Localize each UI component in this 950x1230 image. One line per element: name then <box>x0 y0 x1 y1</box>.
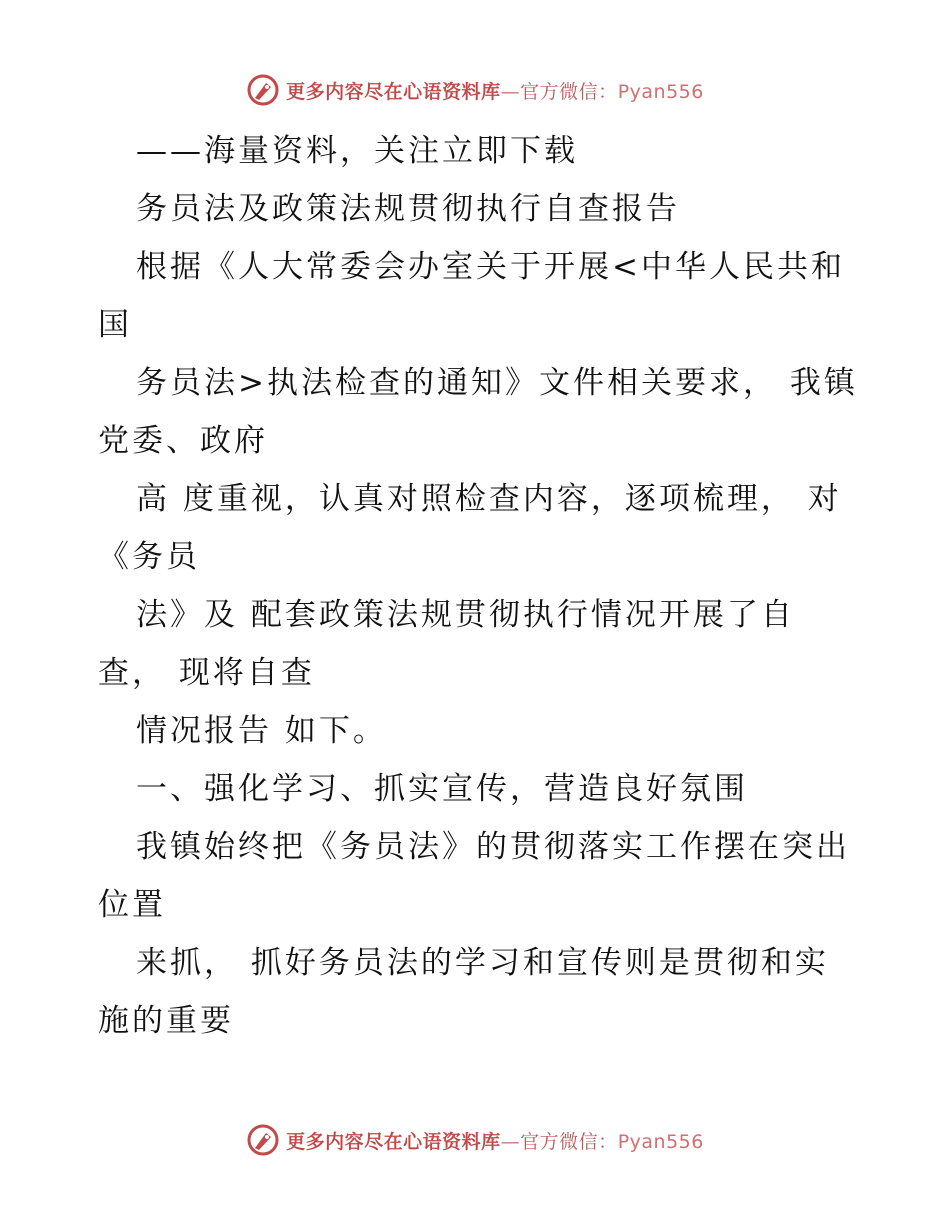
header-watermark <box>0 70 950 110</box>
watermark-site-name: 更多内容尽在心语资料库 <box>286 1130 501 1153</box>
footer-watermark <box>0 1120 950 1160</box>
watermark-text <box>286 1127 704 1154</box>
body-line: 施的重要 <box>98 1003 234 1039</box>
body-line: ——海量资料，关注立即下载 <box>136 133 578 169</box>
body-line: 根据《人大常委会办室关于开展<中华人民共和 <box>136 249 845 285</box>
watermark-dash: — <box>500 1130 521 1153</box>
document-body <box>98 122 858 1050</box>
body-line: 来抓， 抓好务员法的学习和宣传则是贯彻和实 <box>136 945 829 981</box>
watermark-site-name: 更多内容尽在心语资料库 <box>286 80 501 103</box>
watermark-wechat-label: 官方微信： <box>520 80 618 103</box>
body-line: 情况报告 如下。 <box>136 713 387 749</box>
body-line: 务员法>执法检查的通知》文件相关要求， 我镇 <box>136 365 858 401</box>
body-line: 党委、政府 <box>98 423 268 459</box>
section-heading: 一、强化学习、抓实宣传，营造良好氛围 <box>136 771 748 807</box>
pen-nib-logo-icon <box>246 1123 280 1157</box>
watermark-text <box>286 77 704 104</box>
body-line: 高 度重视，认真对照检查内容，逐项梳理， 对 <box>136 481 842 517</box>
watermark-dash: — <box>500 80 521 103</box>
document-title: 务员法及政策法规贯彻执行自查报告 <box>136 191 680 227</box>
body-line: 法》及 配套政策法规贯彻执行情况开展了自 <box>136 597 795 633</box>
body-line: 《务员 <box>98 539 200 575</box>
watermark-wechat-label: 官方微信： <box>520 1130 618 1153</box>
body-line: 国 <box>98 307 132 343</box>
body-line: 查， 现将自查 <box>98 655 315 691</box>
pen-nib-logo-icon <box>246 73 280 107</box>
body-line: 位置 <box>98 887 166 923</box>
watermark-wechat-id: Pyan556 <box>617 80 704 103</box>
body-line: 我镇始终把《务员法》的贯彻落实工作摆在突出 <box>136 829 850 865</box>
watermark-wechat-id: Pyan556 <box>617 1130 704 1153</box>
